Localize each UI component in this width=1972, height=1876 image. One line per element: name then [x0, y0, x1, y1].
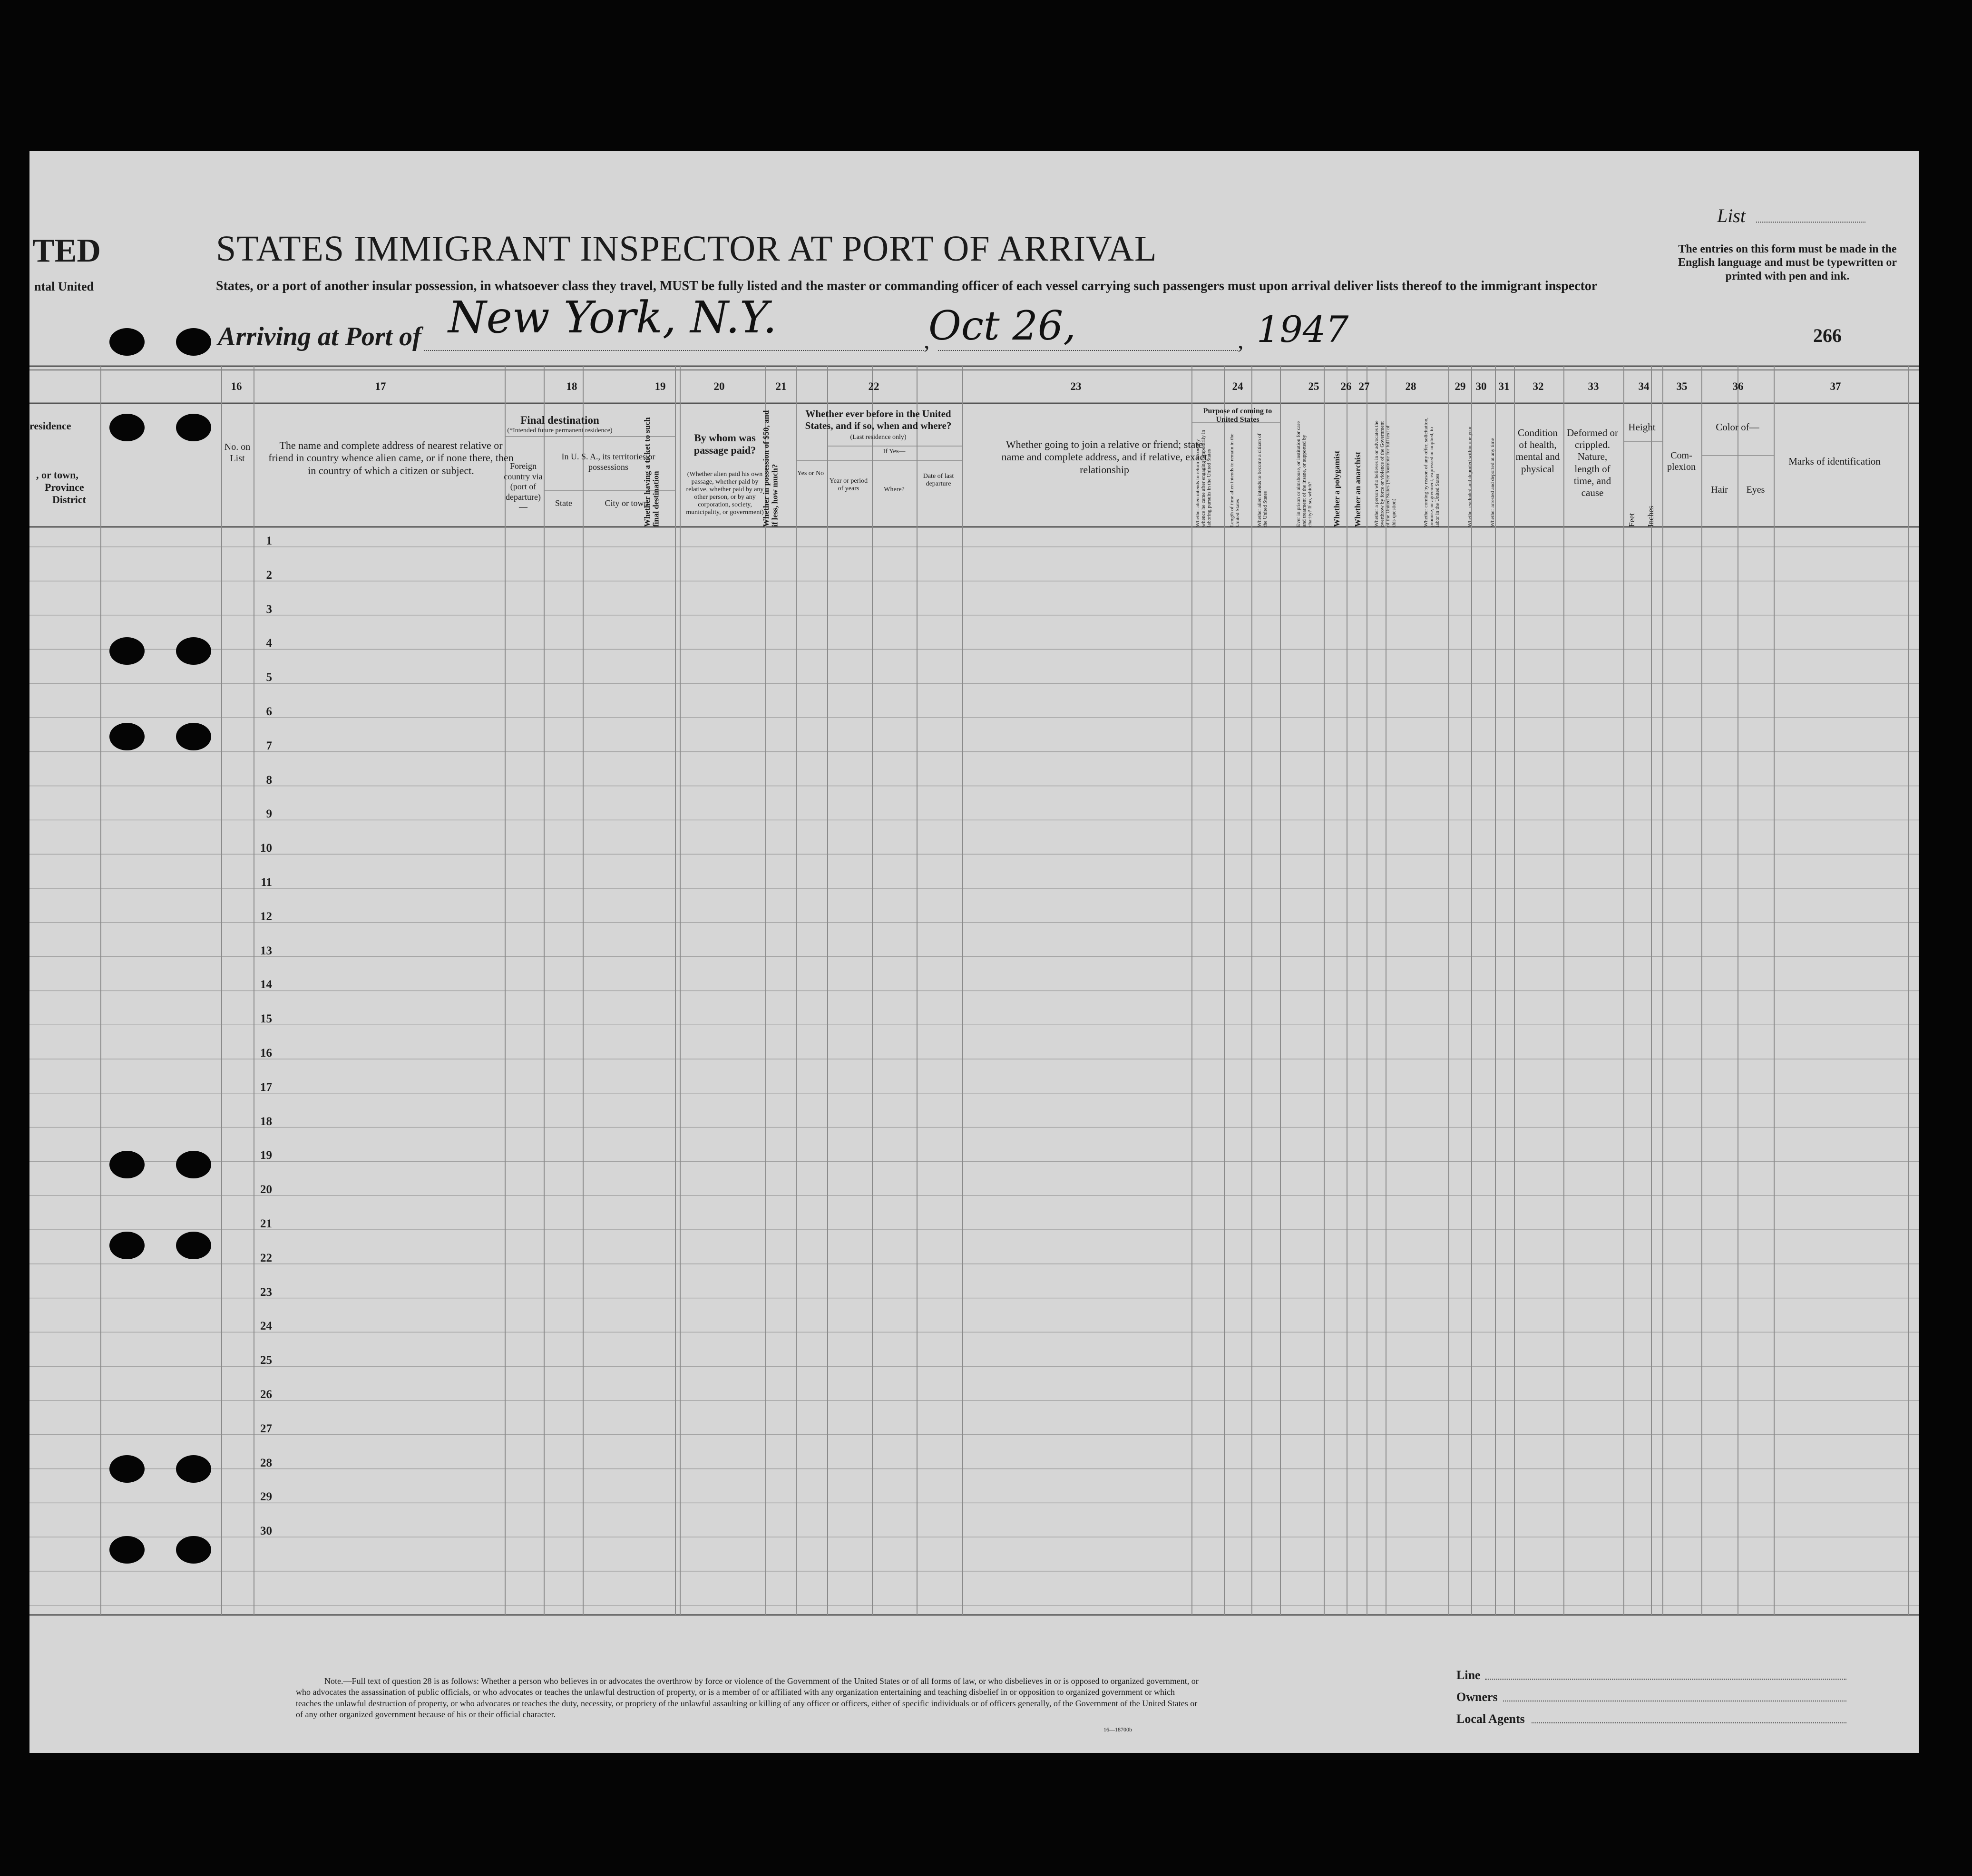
punch-hole	[176, 1455, 211, 1483]
column-number: 26	[1340, 380, 1352, 392]
row-number: 11	[261, 876, 272, 889]
column-number: 21	[775, 380, 787, 392]
header-passage-paid-note: (Whether alien paid his own passage, whether paid by relative, whether paid by any other person, or by any corporation, society, municipality, or government)	[686, 471, 764, 516]
owners-label: Owners	[1456, 1690, 1498, 1704]
row-number: 1	[266, 535, 272, 547]
header-city-town: City or town	[605, 498, 648, 508]
header-foreign-country: Foreign country via (port of departure)—	[504, 461, 543, 512]
row-number: 2	[266, 568, 272, 582]
row-number: 14	[260, 978, 272, 991]
row-number: 18	[260, 1115, 272, 1128]
punch-hole	[176, 414, 211, 441]
comma-separator: ,	[1238, 327, 1244, 353]
column-number: 23	[1070, 380, 1082, 392]
form-code: 16—18700b	[1103, 1726, 1132, 1733]
local-agents-field[interactable]	[1532, 1722, 1846, 1723]
form-subtitle: States, or a port of another insular possession, in whatsoever class they travel, MUST be fully listed and the master or commanding officer of each vessel carrying such passengers must upon arrival deliver lists thereof to the immigrant inspector	[216, 279, 1598, 293]
column-number: 16	[231, 380, 242, 392]
row-number: 8	[266, 773, 272, 787]
row-number: 10	[260, 842, 272, 855]
row-number: 13	[260, 944, 272, 957]
left-fragment-residence: residence	[29, 420, 71, 432]
left-fragment-title: TED	[32, 233, 101, 269]
header-feet: Feet	[1627, 513, 1636, 527]
row-number: 21	[260, 1217, 272, 1230]
list-field-line	[1756, 222, 1865, 223]
date-field-line	[938, 350, 1238, 351]
punch-hole	[176, 723, 211, 750]
header-deported: Whether arrested and deported at any time	[1490, 438, 1495, 527]
port-field-line	[424, 350, 924, 351]
header-color-of: Color of—	[1716, 421, 1759, 433]
header-purpose-citizen: Whether alien intends to become a citizen of the United States	[1257, 433, 1269, 527]
header-if-yes: If Yes—	[883, 448, 906, 455]
row-number: 27	[260, 1422, 272, 1435]
date-handwritten: Oct 26,	[928, 302, 1076, 349]
punch-hole	[109, 328, 145, 356]
header-height: Height	[1628, 421, 1656, 433]
column-number: 25	[1308, 380, 1319, 392]
column-number: 27	[1358, 380, 1370, 392]
row-number: 12	[260, 910, 272, 923]
punch-hole	[176, 637, 211, 665]
column-number: 30	[1475, 380, 1487, 392]
form-title: STATES IMMIGRANT INSPECTOR AT PORT OF ARRIVAL	[216, 229, 1157, 269]
left-fragment-province: Province	[45, 481, 84, 493]
header-prison: Ever in prison or almshouse, or institution for care and treatment of the insane, or supported by charity? If so, which?	[1296, 421, 1313, 527]
page-number: 266	[1813, 325, 1842, 346]
row-number: 3	[266, 603, 272, 616]
punch-hole	[176, 1232, 211, 1259]
header-state: State	[555, 498, 572, 508]
column-number: 22	[868, 380, 879, 392]
column-number: 32	[1533, 380, 1544, 392]
row-number: 28	[260, 1456, 272, 1469]
header-polygamist: Whether a polygamist	[1332, 450, 1341, 527]
row-number: 17	[260, 1080, 272, 1094]
header-ever-before-note: (Last residence only)	[850, 434, 907, 441]
header-purpose-return: Whether alien intends to return to country whence he came after engaging temporarily in laboring pursuits in the United States	[1195, 429, 1212, 527]
left-fragment-town: , or town,	[36, 469, 78, 481]
header-purpose-length: Length of time alien intends to remain in the United States	[1229, 433, 1241, 527]
row-number: 23	[260, 1285, 272, 1299]
column-number: 29	[1455, 380, 1466, 392]
punch-hole	[176, 328, 211, 356]
left-fragment-district: District	[52, 494, 86, 505]
header-in-usa: In U. S. A., its territories or possessions	[561, 452, 655, 472]
row-number: 15	[260, 1012, 272, 1026]
row-number: 9	[266, 807, 272, 821]
left-fragment-subtitle: ntal United	[34, 280, 94, 293]
header-no-on-list: No. on List	[224, 442, 251, 464]
header-inches: Inches	[1646, 505, 1655, 527]
punch-hole	[109, 1151, 145, 1178]
row-number: 6	[266, 705, 272, 718]
punch-hole	[109, 723, 145, 750]
row-number: 16	[260, 1047, 272, 1060]
header-final-destination-note: (*Intended future permanent residence)	[507, 427, 613, 434]
column-number: 17	[375, 380, 386, 392]
column-number: 36	[1732, 380, 1744, 392]
column-number: 37	[1830, 380, 1841, 392]
footer-note: Note.—Full text of question 28 is as follows: Whether a person who believes in or advocates the overthrow by force or violence of the Government of the United States or of all forms of law, or who disbelieves in or is opposed to organized government, or who advocates the assassination of public officials, or who advocates or teaches the unlawful destruction of property, or is a member of or affiliated with any organization entertaining and teaching disbelief in or opposition to organized government or which teaches the unlawful destruction of property, or who advocates or teaches the duty, necessity, or propriety of the unlawful assaulting or killing of any officer or officers, either of specific individuals or of officers generally, of the Government of the United States or of any other organized government because of his or their official character.	[296, 1676, 1199, 1720]
column-number: 20	[713, 380, 725, 392]
punch-hole	[109, 1536, 145, 1564]
header-offer-labor: Whether coming by reason of any offer, solicitation, promise, or agreement, expressed or implied, to labor in the United States	[1423, 418, 1441, 527]
local-agents-label: Local Agents	[1456, 1712, 1525, 1726]
header-marks-identification: Marks of identification	[1788, 456, 1881, 467]
header-eyes: Eyes	[1746, 485, 1765, 495]
row-number: 19	[260, 1149, 272, 1162]
header-final-destination: Final destination	[520, 414, 599, 426]
row-number: 7	[266, 739, 272, 752]
header-yes-no: Yes or No	[797, 470, 824, 477]
punch-hole	[109, 414, 145, 441]
header-last-departure: Date of last departure	[923, 473, 954, 488]
header-hair: Hair	[1711, 485, 1728, 495]
header-join-relative: Whether going to join a relative or friend; state name and complete address, and if relative, exact relationship	[1001, 438, 1208, 476]
row-number: 5	[266, 671, 272, 684]
row-number: 4	[266, 637, 272, 650]
manifest-sheet	[29, 151, 1919, 1753]
punch-hole	[176, 1151, 211, 1178]
header-anarchist: Whether an anarchist	[1353, 451, 1362, 527]
punch-hole	[109, 1455, 145, 1483]
punch-hole	[109, 1232, 145, 1259]
column-number: 33	[1588, 380, 1599, 392]
header-health: Condition of health, mental and physical	[1515, 427, 1560, 475]
list-label: List	[1717, 205, 1746, 226]
header-overthrow: Whether a person who believes in or advocates the overthrow by force or violence of the Government of the United States (See footnote for full text of this question)	[1374, 420, 1397, 527]
punch-hole	[109, 637, 145, 665]
header-nearest-relative: The name and complete address of nearest relative or friend in country whence alien came, or if none there, then in country of which a citizen or subject.	[268, 439, 514, 476]
year-handwritten: 1947	[1257, 308, 1349, 350]
column-number: 18	[566, 380, 577, 392]
header-excluded: Whether excluded and deported within one year	[1467, 426, 1473, 527]
header-purpose: Purpose of coming to United States	[1203, 407, 1272, 424]
header-passage-paid: By whom was passage paid?	[693, 432, 756, 457]
header-fifty-dollars: Whether in possession of $50, and if less, how much?	[761, 410, 780, 527]
header-deformed: Deformed or crippled. Nature, length of time, and cause	[1567, 427, 1618, 498]
comma-separator: ,	[924, 327, 930, 353]
column-number: 34	[1638, 380, 1650, 392]
row-number: 26	[260, 1388, 272, 1401]
header-period-years: Year or period of years	[829, 477, 868, 493]
row-number: 20	[260, 1183, 272, 1196]
row-number: 30	[260, 1525, 272, 1538]
header-complexion: Com-plexion	[1667, 450, 1696, 472]
header-ticket: Whether having a ticket to such final destination	[643, 417, 661, 527]
form-instruction: The entries on this form must be made in the English language and must be typewritten or printed with pen and ink.	[1678, 243, 1897, 282]
column-number: 35	[1676, 380, 1688, 392]
header-where: Where?	[884, 486, 905, 493]
row-number: 29	[260, 1490, 272, 1504]
header-ever-before: Whether ever before in the United States, and if so, when and where?	[805, 408, 952, 432]
arriving-label: Arriving at Port of	[218, 322, 421, 351]
column-number: 28	[1405, 380, 1416, 392]
line-label: Line	[1456, 1668, 1481, 1682]
column-number: 19	[654, 380, 666, 392]
row-number: 25	[260, 1354, 272, 1367]
punch-hole	[176, 1536, 211, 1564]
row-number: 24	[260, 1320, 272, 1333]
port-handwritten: New York, N.Y.	[448, 292, 777, 343]
line-field[interactable]	[1485, 1679, 1846, 1680]
column-number: 24	[1232, 380, 1243, 392]
row-number: 22	[260, 1251, 272, 1264]
column-number: 31	[1498, 380, 1510, 392]
